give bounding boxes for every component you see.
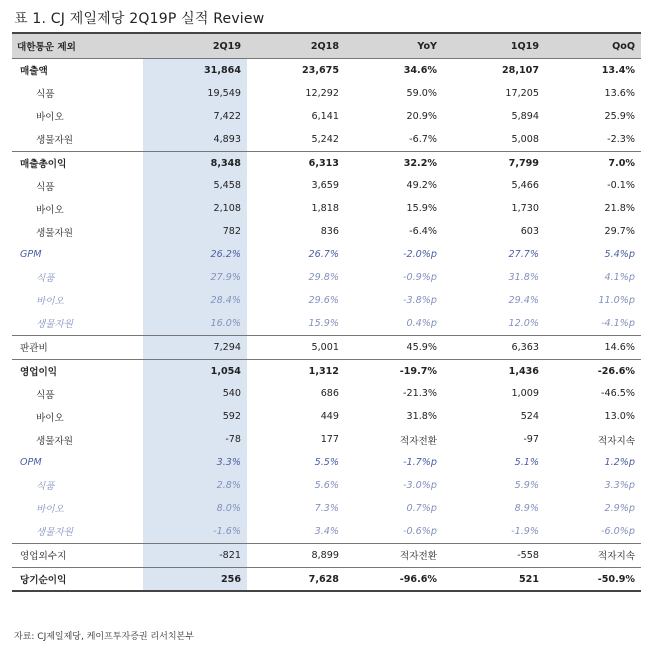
table-cell: 2,108	[143, 197, 247, 220]
table-row	[12, 520, 641, 543]
table-cell: 4,893	[143, 128, 247, 151]
table-cell: -50.9%	[545, 567, 641, 591]
table-cell: 8,899	[247, 543, 345, 567]
table-cell: 7,628	[247, 567, 345, 591]
table-row	[12, 359, 641, 382]
table-cell: 8,348	[143, 151, 247, 174]
table-cell: 7,422	[143, 105, 247, 128]
table-cell: -97	[523, 434, 539, 446]
table-row	[12, 428, 641, 451]
table-cell: 19,549	[143, 82, 247, 105]
table-cell: 524	[520, 411, 539, 423]
table-row	[12, 312, 641, 335]
table-cell: 8.0%	[143, 497, 247, 520]
table-cell: 603	[520, 226, 539, 238]
table-cell: 7,799	[443, 151, 545, 174]
table-cell: 3.3%	[143, 451, 247, 474]
row-label: 매출액	[12, 59, 143, 82]
table-row	[12, 266, 641, 289]
table-cell: 686	[320, 388, 339, 400]
row-label: 식품	[36, 273, 55, 285]
table-cell: 45.9%	[345, 335, 443, 359]
table-cell: -0.9%p	[403, 271, 437, 283]
table-row	[12, 243, 641, 266]
table-cell: -26.6%	[545, 359, 641, 382]
table-cell: -46.5%	[601, 388, 635, 400]
table-cell: 1,312	[247, 359, 345, 382]
row-label: 판관비	[12, 335, 143, 359]
table-cell: -78	[143, 428, 247, 451]
row-label: 바이오	[36, 412, 64, 424]
table-cell: 5,894	[511, 110, 539, 122]
table-cell: -1.7%p	[403, 457, 437, 469]
table-cell: 26.2%	[143, 243, 247, 266]
table-cell: 1.2%p	[604, 457, 635, 469]
table-cell: -2.3%	[607, 133, 635, 145]
table-cell: -0.1%	[607, 180, 635, 192]
table-cell: 31.8%	[406, 411, 437, 423]
table-cell: 15.9%	[308, 317, 339, 329]
column-header: 1Q19	[443, 34, 545, 59]
table-cell: 29.7%	[604, 226, 635, 238]
table-cell: 49.2%	[406, 180, 437, 192]
table-cell: 2.9%p	[604, 502, 635, 514]
table-cell: 1,054	[143, 359, 247, 382]
table-cell: 16.0%	[143, 312, 247, 335]
table-cell: 256	[143, 567, 247, 591]
table-cell: 31.8%	[508, 271, 539, 283]
table-cell: 28.4%	[143, 289, 247, 312]
row-label: 바이오	[36, 112, 64, 124]
table-cell: 13.6%	[604, 87, 635, 99]
row-label: 생물자원	[36, 135, 74, 147]
table-cell: 3,659	[311, 180, 339, 192]
column-header: QoQ	[545, 34, 641, 59]
table-cell: -6.4%	[409, 226, 437, 238]
table-cell: 782	[143, 220, 247, 243]
table-cell: 27.9%	[143, 266, 247, 289]
table-cell: 8.9%	[514, 502, 539, 514]
table-cell: 836	[320, 226, 339, 238]
table-cell: 29.6%	[308, 294, 339, 306]
row-label: 식품	[36, 481, 55, 493]
table-row	[12, 474, 641, 497]
table-row	[12, 82, 641, 105]
row-label: 매출총이익	[12, 151, 143, 174]
table-cell: 0.4%p	[406, 317, 437, 329]
row-label: 생물자원	[36, 527, 74, 539]
table-cell: 5.6%	[314, 479, 339, 491]
table-cell: 적자전환	[345, 543, 443, 567]
table-cell: 1,818	[311, 203, 339, 215]
table-cell: 13.0%	[604, 411, 635, 423]
row-label: 당기순이익	[12, 567, 143, 591]
table-cell: 25.9%	[604, 110, 635, 122]
table-cell: 32.2%	[345, 151, 443, 174]
table-cell: 592	[143, 405, 247, 428]
row-label: 영업이익	[12, 359, 143, 382]
column-header: 대한통운 제외	[12, 34, 143, 59]
table-cell: 14.6%	[545, 335, 641, 359]
table-row	[12, 220, 641, 243]
table-cell: -1.9%	[511, 525, 539, 537]
table-cell: 17,205	[505, 87, 539, 99]
table-cell: -0.6%p	[403, 525, 437, 537]
table-row	[12, 174, 641, 197]
source-note: 자료: CJ제일제당, 케이프투자증권 리서치본부	[14, 632, 194, 642]
table-cell: 28,107	[443, 59, 545, 82]
table-cell: 449	[320, 411, 339, 423]
table-cell: -1.6%	[143, 520, 247, 543]
table-cell: 5,001	[247, 335, 345, 359]
table-cell: 29.4%	[508, 294, 539, 306]
column-header: 2Q18	[247, 34, 345, 59]
table-row	[12, 128, 641, 151]
table-cell: 5,458	[143, 174, 247, 197]
table-cell: 5,242	[311, 133, 339, 145]
table-cell: 27.7%	[508, 249, 539, 261]
row-label: 식품	[36, 89, 55, 101]
table-cell: -4.1%p	[601, 317, 635, 329]
row-label: GPM	[20, 249, 42, 261]
table-cell: 1,436	[443, 359, 545, 382]
table-cell: 12,292	[305, 87, 339, 99]
table-cell: 7,294	[143, 335, 247, 359]
row-label: 식품	[36, 181, 55, 193]
table-cell: 0.7%p	[406, 502, 437, 514]
table-cell: 11.0%p	[598, 294, 635, 306]
table-row	[12, 59, 641, 82]
row-label: 바이오	[36, 504, 64, 516]
table-row	[12, 405, 641, 428]
table-cell: 6,363	[443, 335, 545, 359]
row-label: 영업외수지	[12, 543, 143, 567]
table-cell: 1,009	[511, 388, 539, 400]
row-label: 바이오	[36, 296, 64, 308]
table-cell: 13.4%	[545, 59, 641, 82]
table-row	[12, 567, 641, 591]
table-row	[12, 289, 641, 312]
table-row	[12, 382, 641, 405]
table-row	[12, 543, 641, 567]
table-cell: 5.5%	[314, 457, 339, 469]
table-title: 표 1. CJ 제일제당 2Q19P 실적 Review	[14, 11, 265, 27]
table-cell: 177	[320, 434, 339, 446]
row-label: 바이오	[36, 204, 64, 216]
table-row	[12, 497, 641, 520]
table-row	[12, 197, 641, 220]
table-cell: 5.4%p	[604, 249, 635, 261]
table-cell: -6.0%p	[601, 525, 635, 537]
table-cell: 31,864	[143, 59, 247, 82]
table-cell: 5.9%	[514, 479, 539, 491]
table-cell: 5,008	[511, 133, 539, 145]
table-cell: 23,675	[247, 59, 345, 82]
column-header: 2Q19	[143, 34, 247, 59]
table-cell: 15.9%	[406, 203, 437, 215]
row-label: 생물자원	[36, 319, 74, 331]
table-cell: 5.1%	[514, 457, 539, 469]
table-cell: 7.3%	[314, 502, 339, 514]
table-cell: 21.8%	[604, 203, 635, 215]
table-cell: 34.6%	[345, 59, 443, 82]
table-cell: 3.4%	[314, 525, 339, 537]
table-cell: 29.8%	[308, 271, 339, 283]
row-label: 생물자원	[36, 227, 74, 239]
table-cell: 1,730	[511, 203, 539, 215]
table-cell: 6,313	[247, 151, 345, 174]
table-cell: -21.3%	[403, 388, 437, 400]
table-cell: -19.7%	[345, 359, 443, 382]
row-label: OPM	[20, 457, 42, 469]
table-cell: 4.1%p	[604, 271, 635, 283]
column-header: YoY	[345, 34, 443, 59]
table-cell: 적자지속	[545, 543, 641, 567]
row-label: 식품	[36, 389, 55, 401]
table-cell: -3.0%p	[403, 479, 437, 491]
row-label: 생물자원	[36, 435, 74, 447]
table-cell: 521	[443, 567, 545, 591]
table-cell: 3.3%p	[604, 479, 635, 491]
table-cell: 2.8%	[143, 474, 247, 497]
table-cell: -558	[443, 543, 545, 567]
table-cell: -2.0%p	[403, 249, 437, 261]
table-cell: 12.0%	[508, 317, 539, 329]
table-cell: 적자전환	[399, 435, 437, 447]
header-row	[12, 34, 641, 59]
table-cell: -96.6%	[345, 567, 443, 591]
table-cell: 540	[143, 382, 247, 405]
table-cell: 59.0%	[406, 87, 437, 99]
table-row	[12, 451, 641, 474]
table-cell: -821	[143, 543, 247, 567]
table-row	[12, 151, 641, 174]
table-cell: 26.7%	[308, 249, 339, 261]
table-cell: 적자지속	[597, 435, 635, 447]
table-body	[12, 59, 641, 592]
table-row	[12, 105, 641, 128]
table-cell: -6.7%	[409, 133, 437, 145]
table-cell: -3.8%p	[403, 294, 437, 306]
table-cell: 7.0%	[545, 151, 641, 174]
table-row	[12, 335, 641, 359]
table-cell: 20.9%	[406, 110, 437, 122]
results-table	[12, 34, 641, 592]
table-cell: 5,466	[511, 180, 539, 192]
table-cell: 6,141	[311, 110, 339, 122]
